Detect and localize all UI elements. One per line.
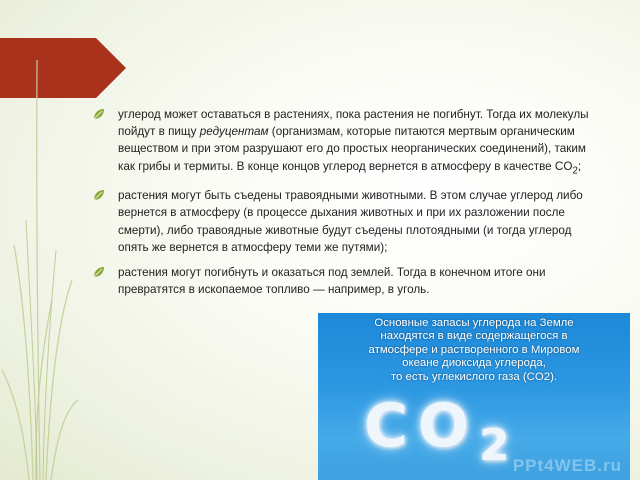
bullet-text: растения могут быть съедены травоядными животными. В этом случае углерод либо вернется в атмосферу (в процессе дыхания животных и при их разложении после смерти), либо травоядные животные будут съедены плотоядными (и тогда углерод опять же вернется в атмосферу теми же путями); (118, 189, 583, 254)
list-item (93, 106, 593, 179)
bullet-text-tail: ; (577, 159, 582, 173)
grass-decoration-icon (0, 0, 80, 480)
formula-subscript: 2 (479, 420, 510, 471)
co2-image (318, 313, 630, 480)
co2-formula (364, 391, 510, 471)
co2-subscript: 2 (572, 164, 578, 176)
list-item (93, 187, 593, 256)
caption-line: находятся в виде содержащегося в (380, 330, 568, 343)
bullet-italic-term: редуцентам (199, 125, 269, 139)
leaf-bullet-icon (93, 189, 105, 201)
bullet-list (93, 106, 593, 306)
bullet-text: растения могут погибнуть и оказаться под землей. Тогда в конечном итоге они превратятся в ископаемое топливо — например, в уголь. (118, 265, 546, 297)
caption-line: океане диоксида углерода, (402, 357, 546, 370)
caption-line: то есть углекислого газа (CO2). (390, 370, 558, 383)
bullet-text-part: (организмам, которые питаются мертвым органическим веществом и при этом разрушают его до простых неорганических соединений), таким как грибы и термиты. В конце концов углерод вернется в атмосферу в качестве CO (118, 125, 586, 173)
list-item (93, 264, 593, 298)
formula-main: CO (364, 391, 480, 461)
leaf-bullet-icon (93, 108, 105, 120)
caption-line: Основные запасы углерода на Земле (374, 317, 574, 329)
watermark: PPt4WEB.ru (512, 456, 622, 475)
caption-line: атмосфере и растворенного в Мировом (368, 343, 580, 356)
bullet-text-part: углерод может оставаться в растениях, пока растения не погибнут. Тогда их молекулы пойдут в пищу (118, 108, 589, 139)
leaf-bullet-icon (93, 266, 105, 278)
co2-caption (328, 317, 620, 384)
